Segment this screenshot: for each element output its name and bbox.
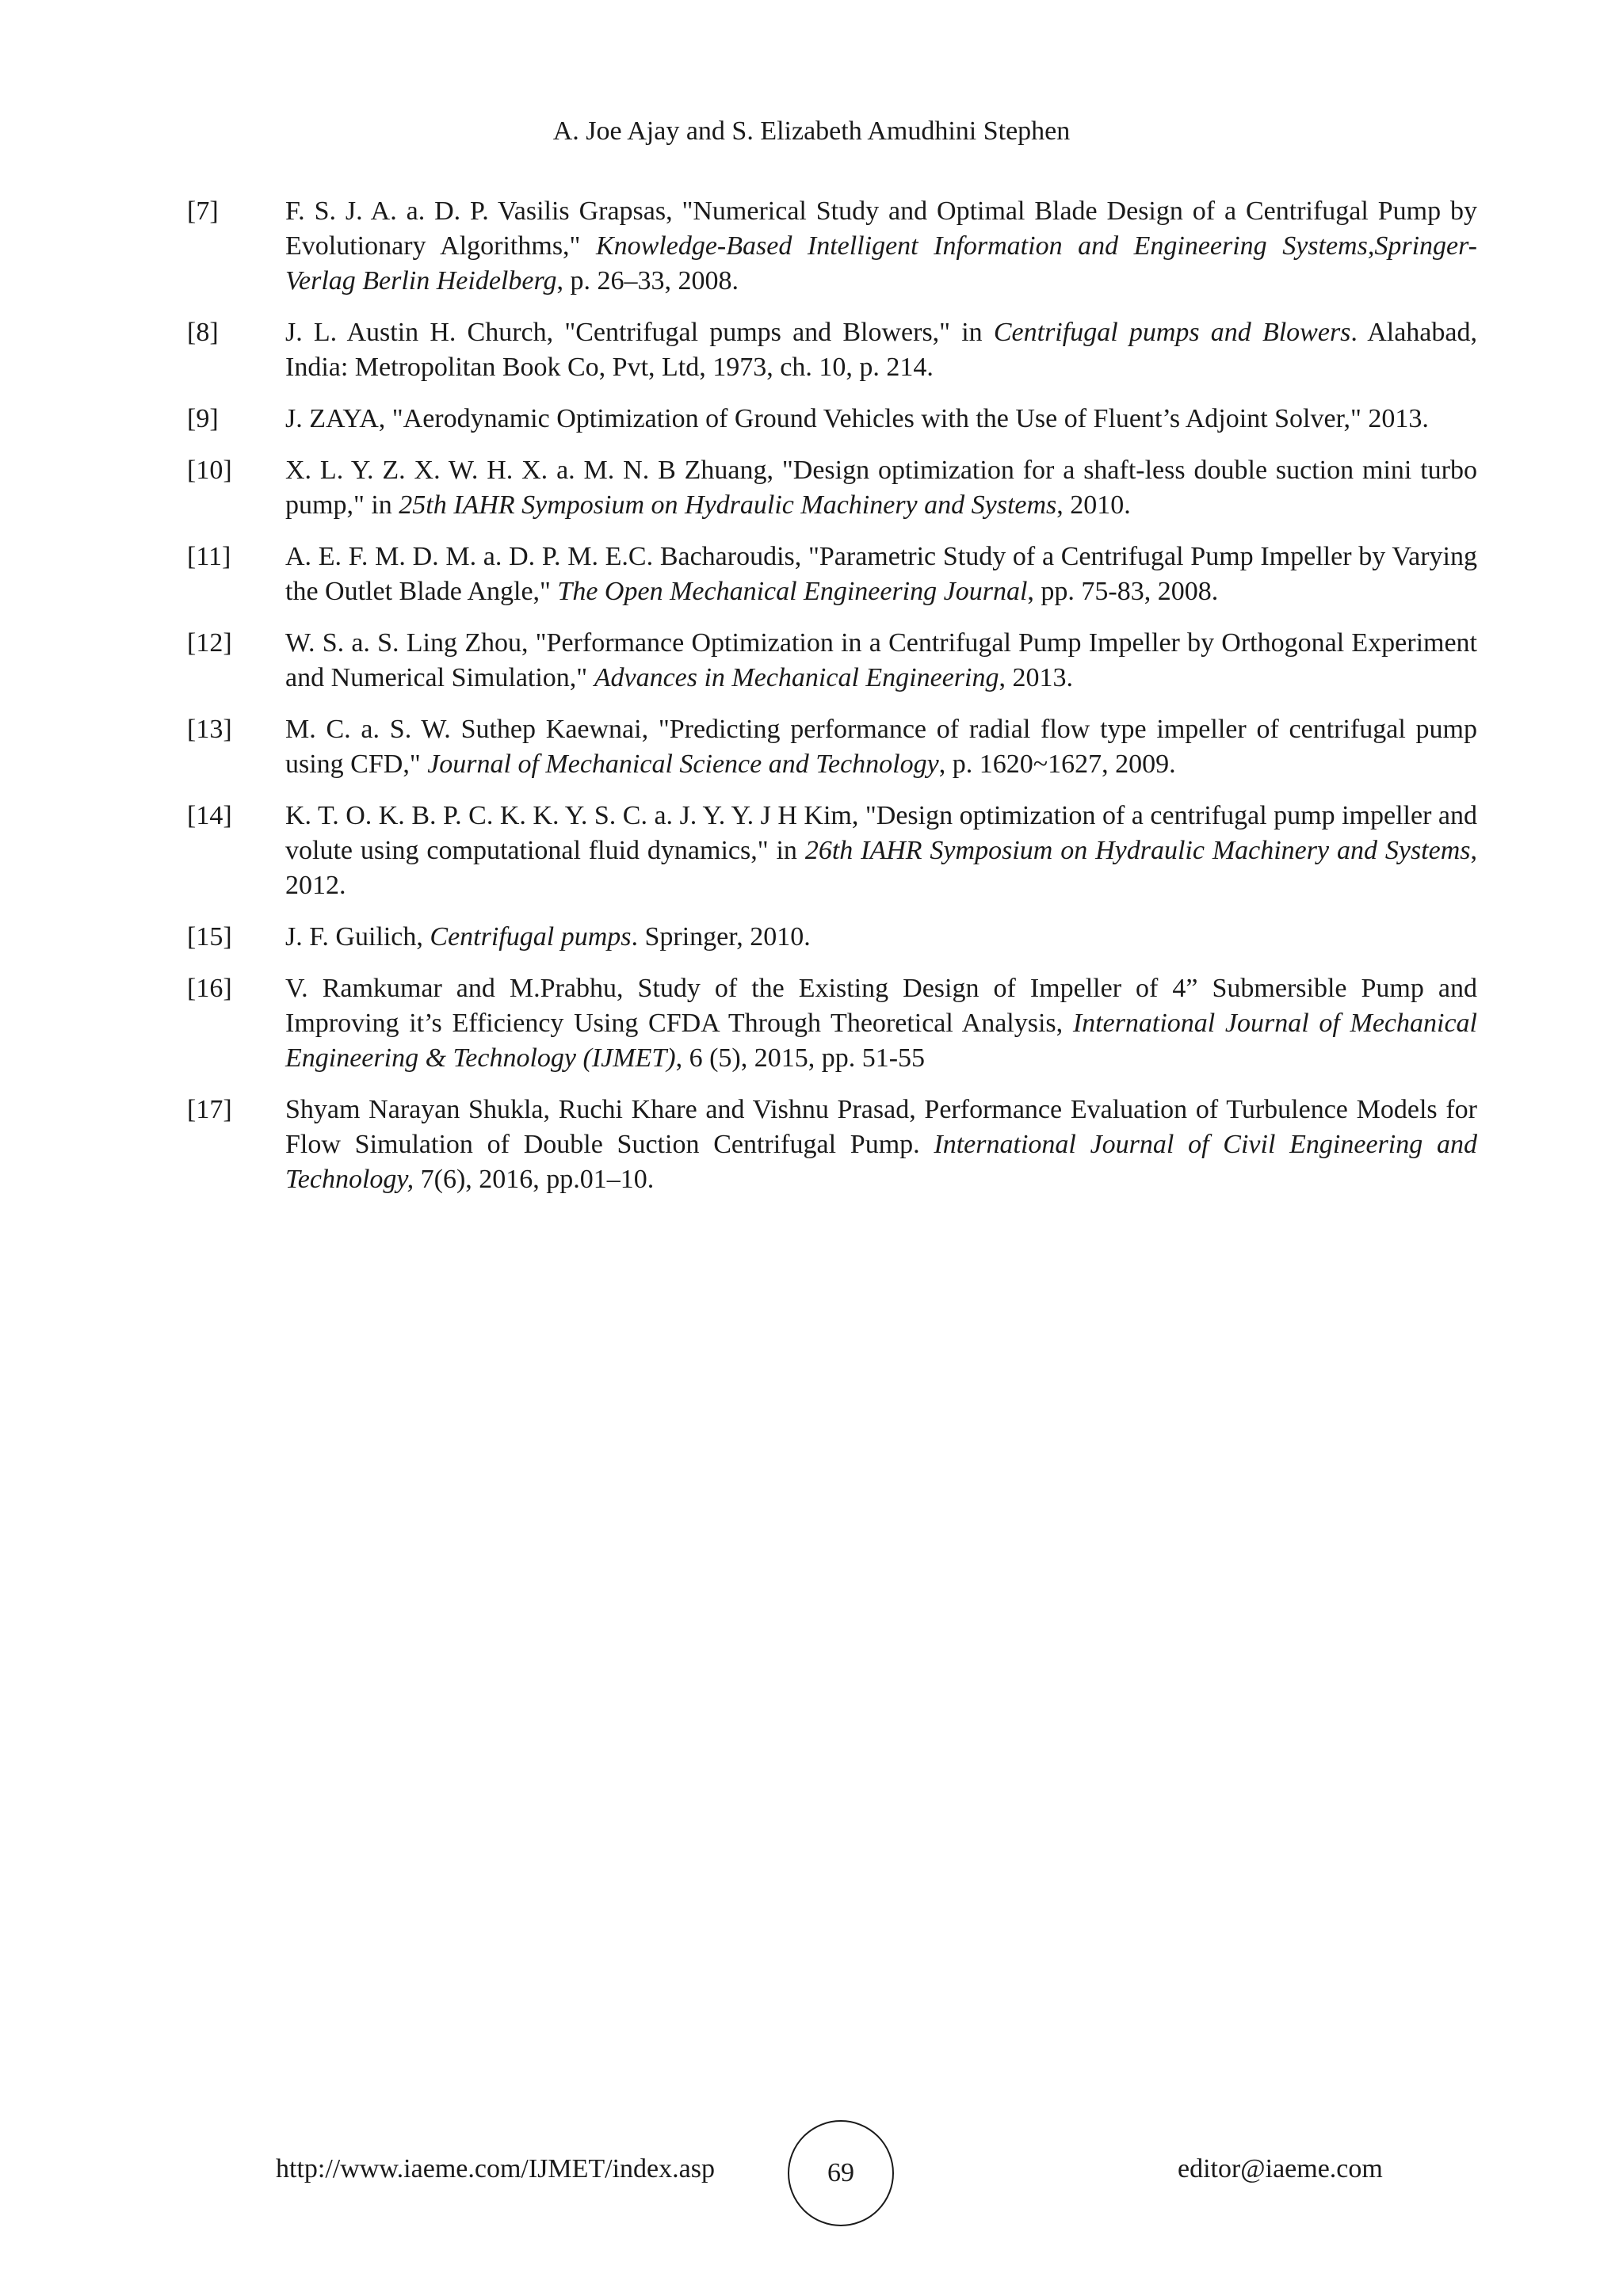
reference-item xyxy=(187,402,1477,437)
reference-number: [8] xyxy=(187,318,219,347)
reference-text xyxy=(285,453,1477,523)
reference-source-italic: International Journal of Civil Engineering and Technology, xyxy=(285,1130,1477,1194)
reference-text-segment: . Alahabad, India: Metropolitan Book Co, Pvt, Ltd, 1973, ch. 10, p. 214. xyxy=(285,318,1477,382)
page-number: 69 xyxy=(827,2158,854,2187)
reference-list xyxy=(187,194,1477,1214)
reference-source-italic: Knowledge-Based Intelligent Information and Engineering Systems,Springer-Verlag Berlin Heidelberg xyxy=(285,231,1477,296)
reference-item xyxy=(187,315,1477,385)
reference-text-segment: , 2010. xyxy=(1056,490,1131,520)
reference-source-italic: Advances in Mechanical Engineering xyxy=(594,663,999,692)
reference-text xyxy=(285,402,1477,437)
reference-text-segment: J. ZAYA, "Aerodynamic Optimization of Ground Vehicles with the Use of Fluent’s Adjoint Solver," 2013. xyxy=(285,404,1429,433)
reference-item xyxy=(187,1093,1477,1197)
reference-text-segment: Shyam Narayan Shukla, Ruchi Khare and Vishnu Prasad, Performance Evaluation of Turbulence Models for Flow Simulation of Double Suction Centrifugal Pump. xyxy=(285,1095,1477,1159)
reference-text-segment: , pp. 75-83, 2008. xyxy=(1027,577,1219,606)
footer-url-link[interactable]: http://www.iaeme.com/IJMET/index.asp xyxy=(276,2154,715,2183)
reference-item xyxy=(187,540,1477,609)
reference-number: [12] xyxy=(187,628,232,658)
reference-text-segment: F. S. J. A. a. D. P. Vasilis Grapsas, "Numerical Study and Optimal Blade Design of a Centrifugal Pump by Evolutionary Algorithms," xyxy=(285,196,1477,261)
reference-text-segment: A. E. F. M. D. M. a. D. P. M. E.C. Bacharoudis, "Parametric Study of a Centrifugal Pump Impeller by Varying the Outlet Blade Angle," xyxy=(285,542,1477,606)
reference-source-italic: Centrifugal pumps and Blowers xyxy=(993,318,1351,347)
reference-number: [17] xyxy=(187,1095,232,1124)
reference-text-segment: V. Ramkumar and M.Prabhu, Study of the Existing Design of Impeller of 4” Submersible Pump and Improving it’s Efficiency Using CFDA Through Theoretical Analysis, xyxy=(285,974,1477,1038)
reference-text xyxy=(285,194,1477,299)
reference-item xyxy=(187,920,1477,955)
reference-number: [13] xyxy=(187,715,232,744)
reference-source-italic: 26th IAHR Symposium on Hydraulic Machinery and Systems xyxy=(804,836,1471,865)
reference-text-segment: . Springer, 2010. xyxy=(631,922,811,952)
reference-number: [7] xyxy=(187,196,219,226)
running-header: A. Joe Ajay and S. Elizabeth Amudhini Stephen xyxy=(552,116,1071,146)
reference-text xyxy=(285,626,1477,696)
reference-text-segment: , 2012. xyxy=(285,836,1477,900)
reference-source-italic: Centrifugal pumps xyxy=(430,922,632,952)
reference-number: [15] xyxy=(187,922,232,952)
reference-source-italic: Journal of Mechanical Science and Technology xyxy=(427,749,939,779)
reference-number: [11] xyxy=(187,542,231,571)
reference-text-segment: M. C. a. S. W. Suthep Kaewnai, "Predicting performance of radial flow type impeller of centrifugal pump using CFD," xyxy=(285,715,1477,779)
reference-source-italic: International Journal of Mechanical Engineering & Technology (IJMET) xyxy=(285,1009,1477,1073)
reference-text xyxy=(285,1093,1477,1197)
page-number-circle xyxy=(788,2120,894,2226)
reference-text-segment: , 2013. xyxy=(999,663,1073,692)
reference-text-segment: W. S. a. S. Ling Zhou, "Performance Optimization in a Centrifugal Pump Impeller by Orthogonal Experiment and Numerical Simulation," xyxy=(285,628,1477,692)
reference-text-segment: K. T. O. K. B. P. C. K. K. Y. S. C. a. J. Y. Y. J H Kim, "Design optimization of a centrifugal pump impeller and volute using computational fluid dynamics," in xyxy=(285,801,1477,865)
reference-text xyxy=(285,920,1477,955)
reference-text-segment: J. L. Austin H. Church, "Centrifugal pumps and Blowers," in xyxy=(285,318,994,347)
reference-text-segment: 7(6), 2016, pp.01–10. xyxy=(414,1165,655,1194)
footer-email-link[interactable]: editor@iaeme.com xyxy=(1178,2154,1383,2183)
reference-item xyxy=(187,626,1477,696)
reference-item xyxy=(187,971,1477,1076)
reference-text-segment: , p. 26–33, 2008. xyxy=(556,266,739,296)
reference-text xyxy=(285,712,1477,782)
reference-text-segment: , p. 1620~1627, 2009. xyxy=(938,749,1176,779)
reference-number: [14] xyxy=(187,801,232,830)
page-footer xyxy=(0,2120,1623,2239)
reference-text xyxy=(285,540,1477,609)
reference-item xyxy=(187,712,1477,782)
reference-text xyxy=(285,799,1477,903)
reference-number: [10] xyxy=(187,456,232,485)
reference-item xyxy=(187,194,1477,299)
reference-item xyxy=(187,799,1477,903)
reference-text-segment: X. L. Y. Z. X. W. H. X. a. M. N. B Zhuang, "Design optimization for a shaft-less double suction mini turbo pump," in xyxy=(285,456,1477,520)
reference-text xyxy=(285,971,1477,1076)
reference-source-italic: 25th IAHR Symposium on Hydraulic Machinery and Systems xyxy=(399,490,1057,520)
reference-number: [9] xyxy=(187,404,219,433)
reference-item xyxy=(187,453,1477,523)
reference-text xyxy=(285,315,1477,385)
reference-text-segment: J. F. Guilich, xyxy=(285,922,430,952)
reference-source-italic: The Open Mechanical Engineering Journal xyxy=(557,577,1028,606)
reference-number: [16] xyxy=(187,974,232,1003)
reference-text-segment: , 6 (5), 2015, pp. 51-55 xyxy=(675,1043,926,1073)
